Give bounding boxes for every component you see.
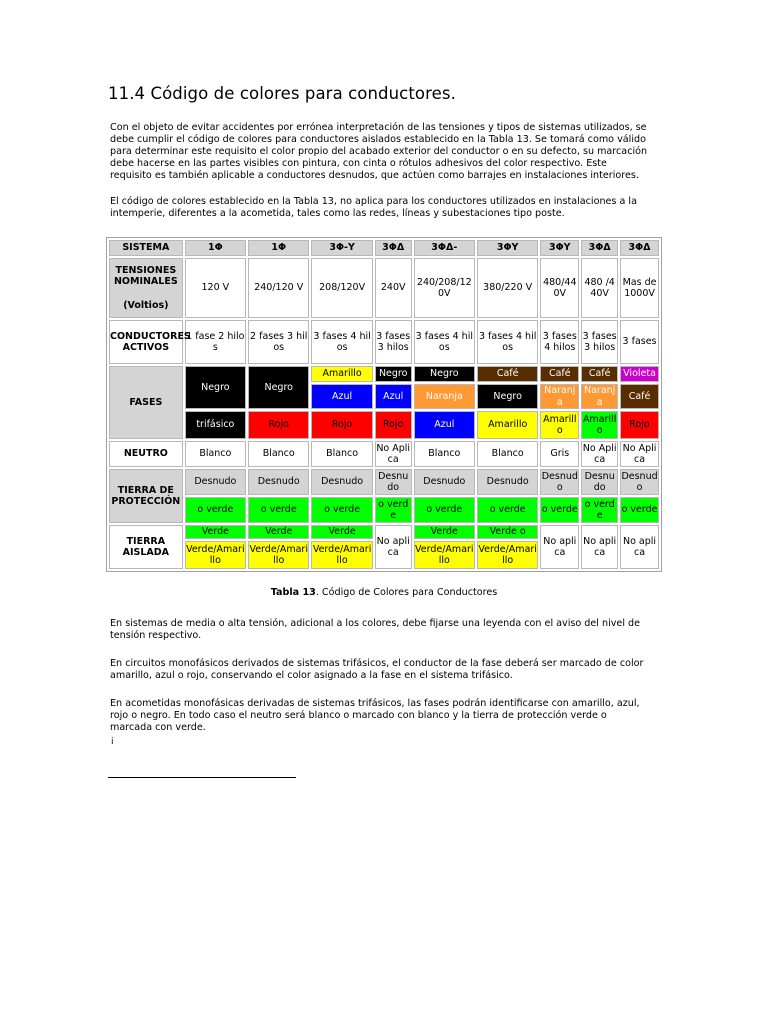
phase-cell: Café xyxy=(477,366,538,382)
tension-cell: 240/208/120V xyxy=(414,258,475,318)
color-code-table-wrapper xyxy=(106,237,662,571)
fases-bottom-row xyxy=(109,411,659,439)
intro-paragraph-1: Con el objeto de evitar accidentes por errónea interpretación de las tensiones y tipos de sistemas utilizados, se debe cumplir el código de colores para conductores aislados establecido en la Tabla 13. Se tomará como válido para determinar este requisito el color propio del acabado exterior del conductor o en su defecto, su marcación debe hacerse en las partes visibles con pintura, con cinta o rótulos adhesivos del color respectivo. Este requisito es también aplicable a conductores desnudos, que actúen como barrajes en instalaciones interiores. xyxy=(110,122,648,181)
phase-cell: Naranja xyxy=(414,384,475,409)
header-sistema: SISTEMA xyxy=(109,240,183,256)
phase-cell: Café xyxy=(540,366,579,382)
phase-cell: Rojo xyxy=(311,411,372,439)
tension-cell: 480 /440V xyxy=(581,258,618,318)
tension-cell: 208/120V xyxy=(311,258,372,318)
ground-green-cell: o verde xyxy=(375,497,412,523)
section-heading: 11.4 Código de colores para conductores. xyxy=(108,84,456,103)
neutro-cell: Gris xyxy=(540,441,579,467)
isolated-ground-na-cell: No aplica xyxy=(540,525,579,569)
phase-cell: Negro xyxy=(248,366,309,409)
tension-cell: Mas de 1000V xyxy=(620,258,659,318)
tensiones-row xyxy=(109,258,659,318)
ground-bare-cell: Desnudo xyxy=(541,470,578,493)
phase-cell: Naranja xyxy=(581,384,618,409)
phase-cell: Rojo xyxy=(248,411,309,439)
isolated-ground-yellow-cell: Verde/Amarillo xyxy=(311,541,372,569)
aislada-label: TIERRA AISLADA xyxy=(109,525,183,569)
table-caption xyxy=(0,587,768,598)
header-system-7: 3ΦY xyxy=(540,240,579,256)
header-system-4: 3ΦΔ xyxy=(375,240,412,256)
conductores-cell: 3 fases 3 hilos xyxy=(375,320,412,364)
phase-cell: Amarillo xyxy=(581,411,618,439)
ground-bare-cell: Desnudo xyxy=(185,469,246,495)
conductores-cell: 3 fases 4 hilos xyxy=(414,320,475,364)
footnote-rule xyxy=(108,777,296,778)
conductores-cell: 3 fases 4 hilos xyxy=(540,320,579,364)
phase-cell: Naranja xyxy=(540,384,579,409)
caption-bold: Tabla 13 xyxy=(270,587,316,598)
ground-green-cell: o verde xyxy=(414,497,475,523)
phase-cell: Rojo xyxy=(620,411,659,439)
tensiones-label: TENSIONES NOMINALES xyxy=(113,264,178,288)
header-system-2: 1Φ xyxy=(248,240,309,256)
phase-cell: Negro xyxy=(375,366,412,382)
isolated-ground-yellow-cell: Verde/Amarillo xyxy=(477,541,538,569)
header-system-3: 3Φ-Y xyxy=(311,240,372,256)
tierra-label: TIERRA DE PROTECCIÓN xyxy=(109,469,183,523)
phase-cell: Negro xyxy=(477,384,538,409)
aislada-top-row xyxy=(109,525,659,539)
phase-cell: Negro xyxy=(414,366,475,382)
conductores-cell: 3 fases 4 hilos xyxy=(477,320,538,364)
phase-cell: Azul xyxy=(311,384,372,409)
tension-cell: 240/120 V xyxy=(248,258,309,318)
tension-cell: 240V xyxy=(375,258,412,318)
isolated-ground-yellow-cell: Verde/Amarillo xyxy=(185,541,246,569)
fases-top-row xyxy=(109,366,659,382)
ground-green-cell: o verde xyxy=(185,497,246,523)
tensiones-label-cell xyxy=(109,258,183,318)
color-code-table xyxy=(106,237,662,572)
phase-cell: Amarillo xyxy=(311,366,372,382)
body-paragraph-2: En circuitos monofásicos derivados de sistemas trifásicos, el conductor de la fase deberá ser marcado de color amarillo, azul o rojo, conservando el color asignado a la fase en el sistema trifásico. xyxy=(110,658,644,681)
isolated-ground-green-cell: Verde xyxy=(248,525,309,539)
ground-green-cell: o verde xyxy=(311,497,372,523)
isolated-ground-yellow-cell: Verde/Amarillo xyxy=(248,541,309,569)
neutro-label: NEUTRO xyxy=(109,441,183,467)
header-row xyxy=(109,240,659,256)
isolated-ground-green-cell: Verde xyxy=(311,525,372,539)
header-system-5: 3ΦΔ- xyxy=(414,240,475,256)
ground-green-cell: o verde xyxy=(248,497,309,523)
body-paragraph-1: En sistemas de media o alta tensión, adicional a los colores, debe fijarse una leyenda con el aviso del nivel de tensión respectivo. xyxy=(110,618,641,641)
ground-green-cell: o verde xyxy=(620,497,659,523)
tierra-bottom-row xyxy=(109,497,659,523)
isolated-ground-green-cell: Verde xyxy=(414,525,475,539)
ground-bare-cell: Desnudo xyxy=(477,469,538,495)
phase-cell: Rojo xyxy=(375,411,412,439)
neutro-row xyxy=(109,441,659,467)
header-system-6: 3ΦY xyxy=(477,240,538,256)
phase-cell: Amarillo xyxy=(540,411,579,439)
isolated-ground-green-cell: Verde o xyxy=(477,525,538,539)
header-system-9: 3ΦΔ xyxy=(620,240,659,256)
ground-green-cell: o verde xyxy=(477,497,538,523)
conductores-cell: 2 fases 3 hilos xyxy=(248,320,309,364)
isolated-ground-na-cell: No aplica xyxy=(620,525,659,569)
phase-cell: Amarillo xyxy=(477,411,538,439)
phase-cell: Café xyxy=(620,384,659,409)
tension-cell: 480/440V xyxy=(540,258,579,318)
neutro-cell: No Aplica xyxy=(582,442,617,465)
conductores-cell: 3 fases 3 hilos xyxy=(581,320,618,364)
phase-cell: Azul xyxy=(375,384,412,409)
phase-cell: trifásico xyxy=(185,411,246,439)
caption-rest: . Código de Colores para Conductores xyxy=(315,587,498,598)
header-system-1: 1Φ xyxy=(185,240,246,256)
tension-cell: 120 V xyxy=(185,258,246,318)
footnote-mark: i xyxy=(111,737,114,747)
conductores-cell: 3 fases 4 hilos xyxy=(311,320,372,364)
isolated-ground-na-cell: No aplica xyxy=(375,525,412,569)
ground-bare-cell: Desnudo xyxy=(414,469,475,495)
neutro-cell: Blanco xyxy=(414,441,475,467)
isolated-ground-green-cell: Verde xyxy=(185,525,246,539)
ground-bare-cell: Desnudo xyxy=(621,470,658,493)
ground-bare-cell: Desnudo xyxy=(311,469,372,495)
conductores-cell: 1 fase 2 hilos xyxy=(185,320,246,364)
phase-cell: Negro xyxy=(185,366,246,409)
conductores-label: CONDUCTORES ACTIVOS xyxy=(109,320,183,364)
neutro-cell: Blanco xyxy=(248,441,309,467)
ground-bare-cell: Desnudo xyxy=(248,469,309,495)
phase-cell: Violeta xyxy=(620,366,659,382)
neutro-cell: No Aplica xyxy=(376,442,411,465)
tension-cell: 380/220 V xyxy=(477,258,538,318)
body-paragraph-3: En acometidas monofásicas derivadas de sistemas trifásicos, las fases podrán identificarse con amarillo, azul, rojo o negro. En todo caso el neutro será blanco o marcado con blanco y la tierra de protección verde o marcada con verde. xyxy=(110,698,640,733)
phase-cell: Café xyxy=(581,366,618,382)
ground-bare-cell: Desnudo xyxy=(375,469,412,495)
voltios-label: (Voltios) xyxy=(123,299,169,311)
phase-cell: Azul xyxy=(414,411,475,439)
neutro-cell: Blanco xyxy=(477,441,538,467)
isolated-ground-na-cell: No aplica xyxy=(581,525,618,569)
neutro-cell: No Aplica xyxy=(620,441,659,467)
isolated-ground-yellow-cell: Verde/Amarillo xyxy=(414,541,475,569)
conductores-row xyxy=(109,320,659,364)
neutro-cell: Blanco xyxy=(311,441,372,467)
ground-green-cell: o verde xyxy=(540,497,579,523)
neutro-cell: Blanco xyxy=(185,441,246,467)
ground-green-cell: o verde xyxy=(581,497,618,523)
intro-paragraph-2: El código de colores establecido en la Tabla 13, no aplica para los conductores utilizados en instalaciones a la intemperie, diferentes a la acometida, tales como las redes, líneas y subestaciones tipo poste. xyxy=(110,196,637,219)
header-system-8: 3ΦΔ xyxy=(581,240,618,256)
tierra-top-row xyxy=(109,469,659,495)
fases-label: FASES xyxy=(109,366,183,439)
ground-bare-cell: Desnudo xyxy=(581,469,618,495)
conductores-cell: 3 fases xyxy=(620,320,659,364)
